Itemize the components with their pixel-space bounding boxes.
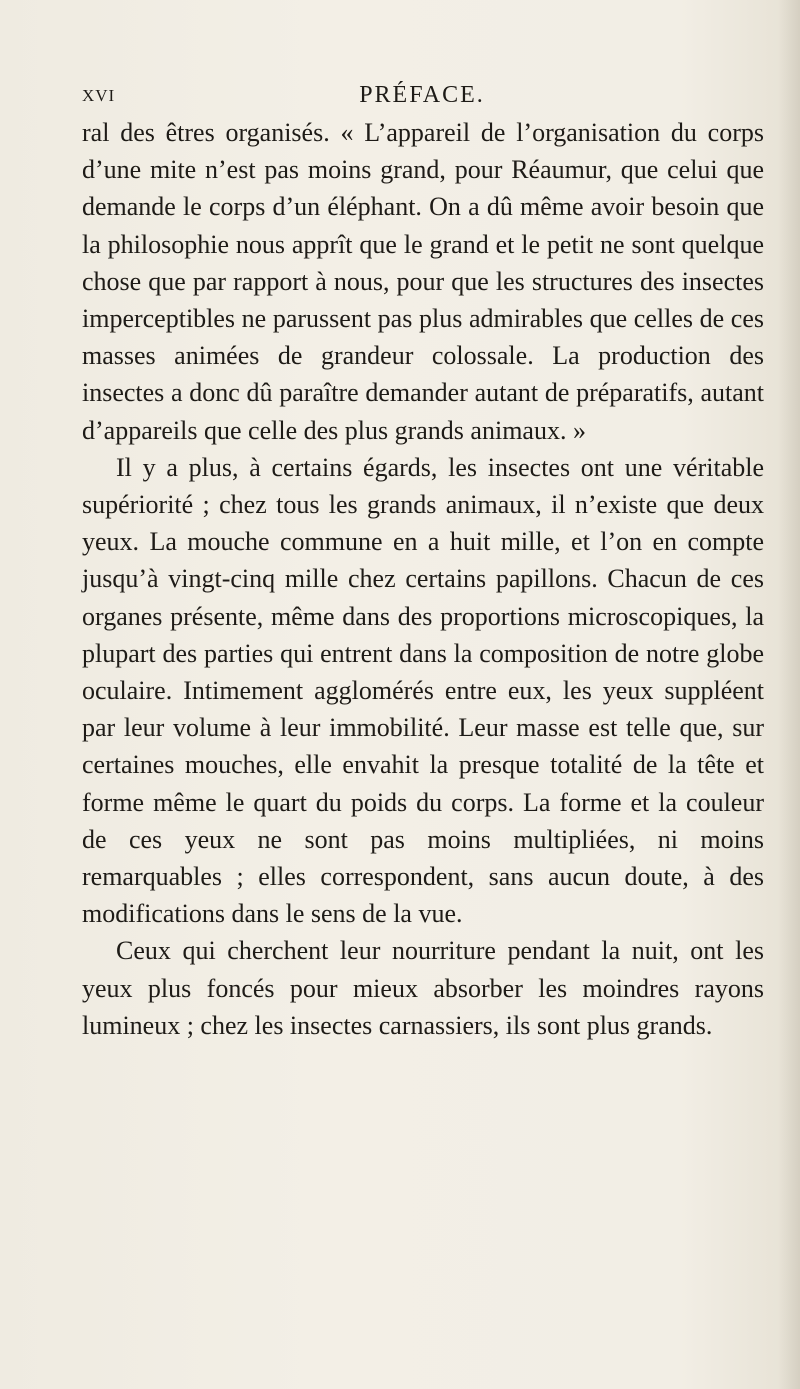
body-text	[82, 114, 764, 1044]
paragraph-1: ral des êtres organisés. « L’appareil de l’organisation du corps d’une mite n’est pas moins grand, pour Réaumur, que celui que demande le corps d’un éléphant. On a dû même avoir besoin que la philosophie nous apprît que le grand et le petit ne sont quelque chose que par rapport à nous, pour que les structures des insectes imperceptibles ne parussent pas plus admirables que celles de ces masses animées de grandeur colossale. La production des insectes a donc dû paraître demander autant de préparatifs, autant d’appareils que celle des plus grands animaux. »	[82, 118, 764, 445]
page-number: XVI	[82, 86, 116, 105]
paragraph-2: Il y a plus, à certains égards, les insectes ont une véritable supériorité ; chez tous les grands animaux, il n’existe que deux yeux. La mouche commune en a huit mille, et l’on en compte jusqu’à vingt-cinq mille chez certains papillons. Chacun de ces organes présente, même dans des proportions microscopiques, la plupart des parties qui entrent dans la composition de notre globe oculaire. Intimement agglomérés entre eux, les yeux suppléent par leur volume à leur immobilité. Leur masse est telle que, sur certaines mouches, elle envahit la presque totalité de la tête et forme même le quart du poids du corps. La forme et la couleur de ces yeux ne sont pas moins multipliées, ni moins remarquables ; elles correspondent, sans aucun doute, à des modifications dans le sens de la vue.	[82, 452, 764, 929]
running-head: PRÉFACE.	[359, 82, 485, 108]
page-edge-shadow	[778, 0, 800, 1389]
paragraph-3: Ceux qui cherchent leur nourriture pendant la nuit, ont les yeux plus foncés pour mieux absorber les moindres rayons lumineux ; chez les insectes carnassiers, ils sont plus grands.	[82, 936, 764, 1040]
